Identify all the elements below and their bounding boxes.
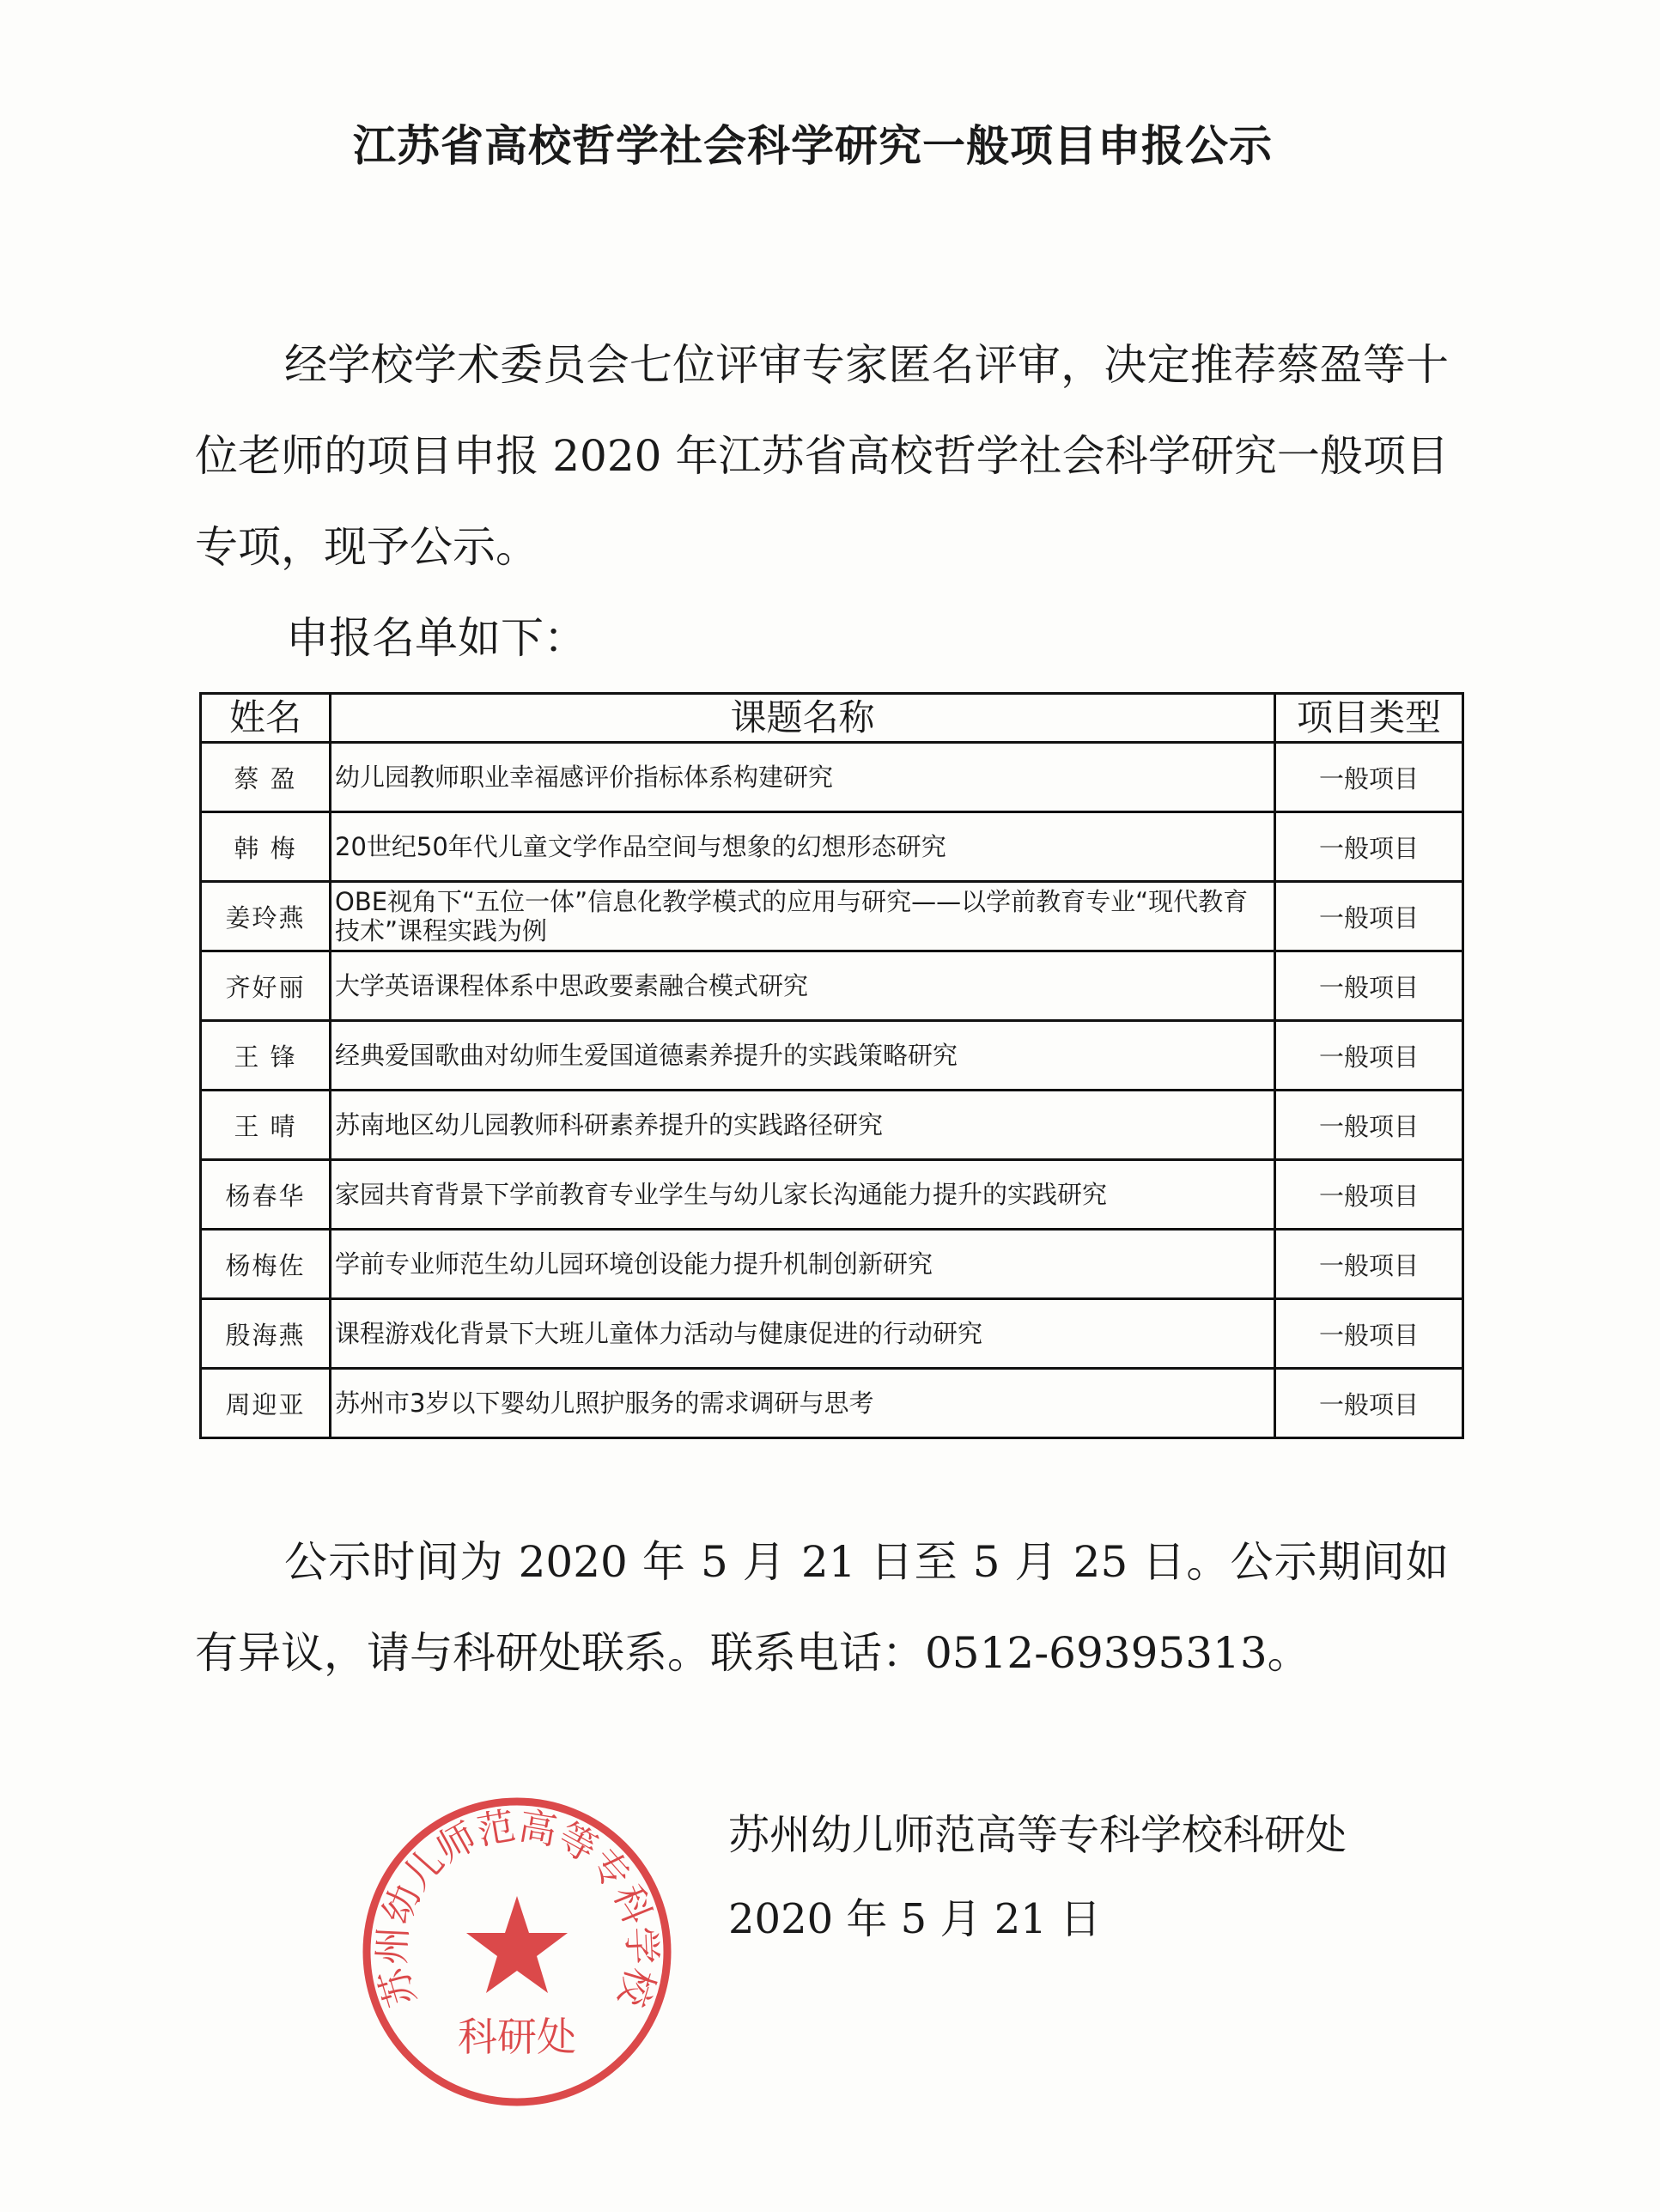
cell-name: 杨梅佐 bbox=[201, 1230, 331, 1299]
signature-date: 2020 年 5 月 21 日 bbox=[728, 1895, 1102, 1943]
cell-type: 一般项目 bbox=[1275, 1369, 1463, 1438]
star-icon bbox=[466, 1896, 568, 1993]
notice-text: 公示时间为 2020 年 5 月 21 日至 5 月 25 日。公示期间如有异议，请与科研处联系。联系电话：0512-69395313。 bbox=[195, 1537, 1449, 1678]
intro-text: 经学校学术委员会七位评审专家匿名评审，决定推荐蔡盈等十位老师的项目申报 2020 年江苏省高校哲学社会科学研究一般项目专项，现予公示。 bbox=[195, 340, 1449, 572]
list-label: 申报名单如下： bbox=[286, 613, 587, 663]
table-row bbox=[201, 1230, 1463, 1299]
cell-name: 殷海燕 bbox=[201, 1299, 331, 1369]
cell-topic: 课程游戏化背景下大班儿童体力活动与健康促进的行动研究 bbox=[331, 1299, 1275, 1369]
cell-name: 韩 梅 bbox=[201, 812, 331, 882]
cell-topic: OBE视角下“五位一体”信息化教学模式的应用与研究——以学前教育专业“现代教育技术”课程实践为例 bbox=[331, 882, 1275, 951]
cell-type: 一般项目 bbox=[1275, 951, 1463, 1021]
table-row bbox=[201, 743, 1463, 812]
cell-type: 一般项目 bbox=[1275, 882, 1463, 951]
cell-type: 一般项目 bbox=[1275, 1091, 1463, 1160]
header-name: 姓名 bbox=[201, 694, 331, 743]
table-header-row bbox=[201, 694, 1463, 743]
header-topic: 课题名称 bbox=[331, 694, 1275, 743]
cell-type: 一般项目 bbox=[1275, 812, 1463, 882]
cell-topic: 苏南地区幼儿园教师科研素养提升的实践路径研究 bbox=[331, 1091, 1275, 1160]
table-row bbox=[201, 1299, 1463, 1369]
table-row bbox=[201, 951, 1463, 1021]
cell-topic: 幼儿园教师职业幸福感评价指标体系构建研究 bbox=[331, 743, 1275, 812]
cell-name: 王 晴 bbox=[201, 1091, 331, 1160]
intro-paragraph bbox=[195, 319, 1449, 592]
header-type: 项目类型 bbox=[1275, 694, 1463, 743]
cell-type: 一般项目 bbox=[1275, 743, 1463, 812]
notice-paragraph bbox=[195, 1516, 1449, 1698]
project-table bbox=[199, 692, 1464, 1439]
cell-name: 齐好丽 bbox=[201, 951, 331, 1021]
signature-area bbox=[195, 1793, 1449, 2119]
table-row bbox=[201, 1021, 1463, 1091]
signature-org: 苏州幼儿师范高等专科学校科研处 bbox=[728, 1811, 1347, 1859]
cell-topic: 学前专业师范生幼儿园环境创设能力提升机制创新研究 bbox=[331, 1230, 1275, 1299]
table-row bbox=[201, 1369, 1463, 1438]
cell-name: 杨春华 bbox=[201, 1160, 331, 1230]
document-title: 江苏省高校哲学社会科学研究一般项目申报公示 bbox=[353, 121, 1273, 171]
seal-outer-text: 苏州幼儿师范高等专科学校 bbox=[370, 1804, 664, 2012]
seal-inner-text: 科研处 bbox=[458, 2014, 576, 2060]
table-row bbox=[201, 1160, 1463, 1230]
cell-topic: 大学英语课程体系中思政要素融合模式研究 bbox=[331, 951, 1275, 1021]
table-row bbox=[201, 812, 1463, 882]
cell-topic: 20世纪50年代儿童文学作品空间与想象的幻想形态研究 bbox=[331, 812, 1275, 882]
cell-name: 王 锋 bbox=[201, 1021, 331, 1091]
table-row bbox=[201, 1091, 1463, 1160]
cell-name: 周迎亚 bbox=[201, 1369, 331, 1438]
cell-type: 一般项目 bbox=[1275, 1021, 1463, 1091]
cell-type: 一般项目 bbox=[1275, 1230, 1463, 1299]
table-row bbox=[201, 882, 1463, 951]
cell-topic: 经典爱国歌曲对幼师生爱国道德素养提升的实践策略研究 bbox=[331, 1021, 1275, 1091]
cell-name: 蔡 盈 bbox=[201, 743, 331, 812]
cell-topic: 苏州市3岁以下婴幼儿照护服务的需求调研与思考 bbox=[331, 1369, 1275, 1438]
cell-topic: 家园共育背景下学前教育专业学生与幼儿家长沟通能力提升的实践研究 bbox=[331, 1160, 1275, 1230]
official-seal bbox=[358, 1793, 676, 2111]
cell-name: 姜玲燕 bbox=[201, 882, 331, 951]
cell-type: 一般项目 bbox=[1275, 1299, 1463, 1369]
cell-type: 一般项目 bbox=[1275, 1160, 1463, 1230]
